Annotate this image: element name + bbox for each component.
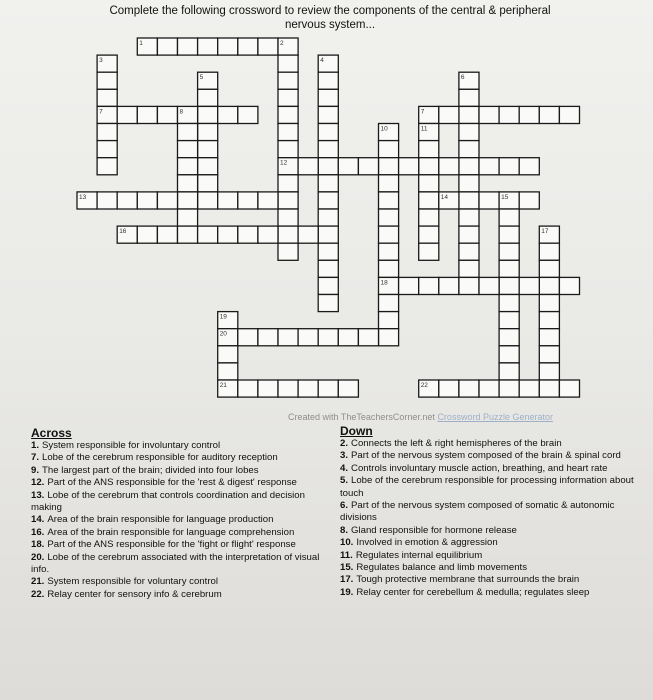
grid-cell[interactable]	[439, 106, 459, 123]
grid-cell[interactable]	[318, 295, 338, 312]
grid-cell[interactable]	[318, 106, 338, 123]
grid-cell[interactable]	[258, 38, 278, 55]
across-clue	[31, 527, 323, 539]
grid-cell[interactable]	[559, 380, 579, 397]
clue-text: Area of the brain responsible for language comprehension	[47, 526, 295, 538]
clue-text: Part of the ANS responsible for the 'fight or flight' response	[47, 539, 296, 551]
clue-number: 19.	[340, 586, 354, 598]
grid-cell[interactable]	[198, 226, 218, 243]
grid-cell[interactable]	[278, 243, 298, 260]
grid-cell[interactable]	[379, 226, 399, 243]
cell-number: 19	[219, 313, 227, 321]
clue-text: Lobe of the cerebrum that controls coordination and decision making	[31, 489, 305, 514]
down-clue	[340, 587, 640, 599]
grid-cell[interactable]	[358, 158, 378, 175]
grid-cell[interactable]	[278, 209, 298, 226]
grid-cell[interactable]	[178, 38, 198, 55]
clue-number: 22.	[31, 588, 45, 600]
grid-cell[interactable]	[278, 89, 298, 106]
cell-number: 17	[541, 228, 549, 236]
grid-cell[interactable]	[379, 295, 399, 312]
cell-number: 7	[99, 108, 103, 116]
across-clue	[31, 539, 323, 551]
clue-number: 12.	[31, 477, 45, 489]
clue-text: Connects the left & right hemispheres of the brain	[351, 438, 562, 449]
grid-cell[interactable]	[218, 192, 238, 209]
grid-cell[interactable]	[419, 226, 439, 243]
grid-cell[interactable]	[218, 226, 238, 243]
cell-number: 15	[501, 193, 509, 201]
grid-cell[interactable]	[157, 106, 177, 123]
grid-cell[interactable]	[157, 38, 177, 55]
grid-cell[interactable]	[419, 141, 439, 158]
grid-cell[interactable]	[539, 295, 559, 312]
clue-text: Gland responsible for hormone release	[351, 524, 517, 536]
grid-cell[interactable]	[318, 124, 338, 141]
grid-cell[interactable]	[379, 158, 399, 175]
grid-cell[interactable]	[198, 89, 218, 106]
clue-number: 20.	[31, 551, 45, 563]
across-clues	[31, 426, 323, 601]
cell-number: 8	[179, 108, 184, 116]
grid-cell[interactable]	[258, 380, 278, 397]
grid-cell[interactable]	[499, 380, 519, 397]
cell-number: 11	[420, 125, 428, 133]
clue-number: 14.	[31, 514, 45, 526]
across-clue	[31, 452, 323, 464]
down-clue	[340, 438, 640, 450]
clue-number: 13.	[31, 489, 45, 501]
grid-cell[interactable]	[499, 260, 519, 277]
grid-cell[interactable]	[539, 312, 559, 329]
grid-cell[interactable]	[298, 158, 318, 175]
grid-cell[interactable]	[198, 124, 218, 141]
grid-cell[interactable]	[318, 329, 338, 346]
credit-line	[288, 412, 553, 422]
cell-number: 7	[420, 108, 425, 116]
grid-cell[interactable]	[97, 158, 117, 175]
cell-number: 10	[380, 125, 388, 133]
clue-text: The largest part of the brain; divided into four lobes	[42, 464, 259, 476]
grid-cell[interactable]	[298, 329, 318, 346]
clue-number: 21.	[31, 576, 45, 588]
grid-cell[interactable]	[338, 158, 358, 175]
grid-cell[interactable]	[379, 312, 399, 329]
grid-cell[interactable]	[459, 106, 479, 123]
across-heading: Across	[31, 426, 72, 440]
down-clue	[340, 450, 640, 462]
grid-cell[interactable]	[539, 243, 559, 260]
clue-number: 10.	[340, 537, 354, 549]
grid-cell[interactable]	[278, 175, 298, 192]
grid-cell[interactable]	[559, 277, 579, 294]
grid-cell[interactable]	[238, 329, 258, 346]
grid-cell[interactable]	[499, 209, 519, 226]
grid-cell[interactable]	[379, 329, 399, 346]
cell-number: 20	[219, 330, 227, 338]
grid-cell[interactable]	[419, 175, 439, 192]
grid-cell[interactable]	[479, 380, 499, 397]
down-clue	[340, 574, 640, 586]
grid-cell[interactable]	[459, 243, 479, 260]
grid-cell[interactable]	[198, 175, 218, 192]
grid-cell[interactable]	[178, 209, 198, 226]
grid-cell[interactable]	[178, 124, 198, 141]
clue-number: 15.	[340, 562, 354, 574]
clue-text: Relay center for sensory info & cerebrum	[47, 588, 222, 600]
clue-number: 5.	[340, 475, 349, 487]
clue-number: 6.	[340, 500, 349, 512]
grid-cell[interactable]	[157, 192, 177, 209]
grid-cell[interactable]	[539, 363, 559, 380]
grid-cell[interactable]	[379, 141, 399, 158]
cell-number: 2	[280, 40, 284, 47]
grid-cell[interactable]	[178, 192, 198, 209]
grid-cell[interactable]	[459, 89, 479, 106]
grid-cell[interactable]	[278, 141, 298, 158]
grid-cell[interactable]	[399, 158, 419, 175]
grid-cell[interactable]	[539, 260, 559, 277]
grid-cell[interactable]	[198, 38, 218, 55]
grid-cell[interactable]	[419, 192, 439, 209]
clue-text: Controls involuntary muscle action, breathing, and heart rate	[351, 462, 608, 474]
grid-cell[interactable]	[479, 192, 499, 209]
cell-number: 1	[139, 40, 143, 47]
grid-cell[interactable]	[419, 243, 439, 260]
grid-cell[interactable]	[318, 209, 338, 226]
down-clue	[340, 562, 640, 574]
grid-cell[interactable]	[519, 158, 539, 175]
grid-cell[interactable]	[459, 141, 479, 158]
grid-cell[interactable]	[519, 380, 539, 397]
grid-cell[interactable]	[419, 277, 439, 294]
grid-cell[interactable]	[238, 38, 258, 55]
grid-cell[interactable]	[479, 158, 499, 175]
clue-text: System responsible for voluntary control	[47, 576, 218, 588]
across-clue	[31, 514, 323, 526]
cell-number: 4	[320, 57, 324, 65]
grid-cell[interactable]	[298, 226, 318, 243]
across-clue-list	[31, 440, 323, 601]
clue-text: Tough protective membrane that surrounds the brain	[356, 574, 580, 586]
grid-cell[interactable]	[539, 329, 559, 346]
grid-cell[interactable]	[439, 380, 459, 397]
grid-cell[interactable]	[178, 158, 198, 175]
grid-cell[interactable]	[218, 363, 238, 380]
grid-cell[interactable]	[459, 277, 479, 294]
grid-cell[interactable]	[238, 226, 258, 243]
grid-cell[interactable]	[459, 260, 479, 277]
grid-cell[interactable]	[218, 346, 238, 363]
grid-cell[interactable]	[318, 175, 338, 192]
clue-text: System responsible for involuntary control	[42, 440, 221, 451]
grid-cell[interactable]	[499, 312, 519, 329]
grid-cell[interactable]	[499, 277, 519, 294]
grid-cell[interactable]	[499, 226, 519, 243]
grid-cell[interactable]	[117, 192, 137, 209]
grid-cell[interactable]	[318, 260, 338, 277]
grid-cell[interactable]	[459, 226, 479, 243]
grid-cell[interactable]	[439, 158, 459, 175]
grid-cell[interactable]	[318, 89, 338, 106]
across-clue	[31, 552, 323, 577]
across-clue	[31, 490, 323, 515]
grid-cell[interactable]	[278, 55, 298, 72]
credit-text: Created with TheTeachersCorner.net	[288, 412, 435, 422]
down-clues	[340, 424, 640, 599]
grid-cell[interactable]	[117, 106, 137, 123]
grid-cell[interactable]	[318, 243, 338, 260]
clue-text: Lobe of the cerebrum associated with the interpretation of visual info.	[31, 551, 320, 576]
cell-number: 16	[119, 228, 127, 236]
grid-cell[interactable]	[278, 72, 298, 89]
grid-cell[interactable]	[459, 380, 479, 397]
cell-number: 6	[460, 74, 465, 82]
grid-cell[interactable]	[459, 158, 479, 175]
down-clue	[340, 525, 640, 537]
grid-cell[interactable]	[379, 243, 399, 260]
grid-cell[interactable]	[318, 141, 338, 158]
grid-cell[interactable]	[499, 363, 519, 380]
grid-cell[interactable]	[258, 226, 278, 243]
clue-text: Regulates internal equilibrium	[355, 549, 483, 561]
grid-cell[interactable]	[137, 192, 157, 209]
title-line-2: nervous system...	[284, 19, 376, 31]
cell-number: 12	[280, 159, 288, 167]
grid-cell[interactable]	[178, 141, 198, 158]
grid-cell[interactable]	[218, 38, 238, 55]
title-line-1: Complete the following crossword to review the components of the central & peripheral	[109, 5, 551, 17]
grid-cell[interactable]	[198, 141, 218, 158]
across-clue	[31, 576, 323, 588]
grid-cell[interactable]	[419, 158, 439, 175]
grid-cell[interactable]	[499, 106, 519, 123]
grid-cell[interactable]	[318, 277, 338, 294]
grid-cell[interactable]	[258, 329, 278, 346]
clue-number: 1.	[31, 440, 40, 451]
clue-number: 7.	[31, 452, 40, 464]
grid-cell[interactable]	[198, 192, 218, 209]
clue-text: Part of the nervous system composed of somatic & autonomic divisions	[340, 500, 615, 524]
grid-cell[interactable]	[519, 106, 539, 123]
grid-cell[interactable]	[97, 192, 117, 209]
grid-cell[interactable]	[479, 277, 499, 294]
clue-number: 8.	[340, 524, 349, 536]
grid-cell[interactable]	[439, 277, 459, 294]
grid-cell[interactable]	[338, 329, 358, 346]
grid-cell[interactable]	[539, 106, 559, 123]
grid-cell[interactable]	[298, 380, 318, 397]
across-clue	[31, 465, 323, 477]
cell-number: 21	[219, 382, 227, 389]
grid-cell[interactable]	[198, 106, 218, 123]
grid-cell[interactable]	[278, 226, 298, 243]
cell-number: 22	[420, 382, 428, 389]
clue-text: Part of the ANS responsible for the 'rest & digest' response	[47, 477, 297, 489]
grid-cell[interactable]	[399, 277, 419, 294]
clue-text: Involved in emotion & aggression	[356, 537, 498, 549]
across-clue	[31, 477, 323, 489]
cell-number: 18	[380, 279, 388, 287]
clue-number: 16.	[31, 526, 45, 538]
grid-cell[interactable]	[519, 277, 539, 294]
clue-text: Lobe of the cerebrum responsible for auditory reception	[42, 452, 278, 464]
cell-number: 13	[79, 193, 87, 201]
clue-number: 17.	[340, 574, 354, 586]
cell-number: 14	[440, 193, 449, 201]
grid-cell[interactable]	[318, 158, 338, 175]
clue-number: 2.	[340, 438, 349, 449]
grid-cell[interactable]	[519, 192, 539, 209]
grid-cell[interactable]	[459, 124, 479, 141]
grid-cell[interactable]	[278, 192, 298, 209]
grid-cell[interactable]	[459, 175, 479, 192]
grid-cell[interactable]	[379, 209, 399, 226]
cell-number: 5	[199, 74, 204, 82]
grid-cell[interactable]	[539, 346, 559, 363]
down-clue	[340, 550, 640, 562]
grid-cell[interactable]	[419, 209, 439, 226]
grid-cell[interactable]	[178, 226, 198, 243]
grid-cell[interactable]	[178, 175, 198, 192]
clue-text: Relay center for cerebellum & medulla; regulates sleep	[356, 586, 590, 598]
grid-cell[interactable]	[539, 380, 559, 397]
grid-cell[interactable]	[278, 124, 298, 141]
grid-cell[interactable]	[379, 260, 399, 277]
clue-number: 18.	[31, 539, 45, 551]
grid-cell[interactable]	[499, 346, 519, 363]
grid-cell[interactable]	[97, 89, 117, 106]
grid-cell[interactable]	[238, 106, 258, 123]
grid-cell[interactable]	[559, 106, 579, 123]
down-clue-list	[340, 438, 640, 599]
grid-cell[interactable]	[97, 124, 117, 141]
grid-cell[interactable]	[459, 192, 479, 209]
down-heading: Down	[340, 424, 373, 438]
clue-number: 4.	[340, 462, 349, 474]
grid-cell[interactable]	[479, 106, 499, 123]
grid-cell[interactable]	[499, 295, 519, 312]
grid-cell[interactable]	[238, 192, 258, 209]
grid-cell[interactable]	[459, 209, 479, 226]
grid-cell[interactable]	[198, 158, 218, 175]
clue-number: 11.	[340, 549, 353, 561]
generator-link[interactable]: Crossword Puzzle Generator	[437, 412, 553, 422]
down-clue	[340, 500, 640, 525]
clue-text: Regulates balance and limb movements	[356, 562, 527, 574]
grid-cell[interactable]	[379, 192, 399, 209]
grid-cell[interactable]	[218, 106, 238, 123]
clue-number: 9.	[31, 464, 40, 476]
grid-cell[interactable]	[318, 380, 338, 397]
grid-cell[interactable]	[379, 175, 399, 192]
grid-cell[interactable]	[318, 192, 338, 209]
down-clue	[340, 475, 640, 500]
grid-cell[interactable]	[338, 380, 358, 397]
clue-text: Lobe of the cerebrum responsible for processing information about touch	[340, 475, 634, 499]
cell-number: 3	[99, 57, 103, 65]
grid-cell[interactable]	[278, 106, 298, 123]
grid-cell[interactable]	[137, 106, 157, 123]
grid-cell[interactable]	[499, 158, 519, 175]
grid-cell[interactable]	[318, 72, 338, 89]
clue-number: 3.	[340, 450, 349, 462]
grid-cell[interactable]	[97, 72, 117, 89]
down-clue	[340, 537, 640, 549]
grid-cell[interactable]	[499, 243, 519, 260]
grid-cell[interactable]	[539, 277, 559, 294]
grid-cell[interactable]	[157, 226, 177, 243]
across-clue	[31, 589, 323, 601]
down-clue	[340, 463, 640, 475]
grid-cell[interactable]	[358, 329, 378, 346]
clue-text: Part of the nervous system composed of the brain & spinal cord	[351, 450, 621, 462]
grid-cell[interactable]	[97, 141, 117, 158]
grid-cell[interactable]	[238, 380, 258, 397]
grid-cell[interactable]	[318, 226, 338, 243]
across-clue	[31, 440, 323, 452]
grid-cell[interactable]	[258, 192, 278, 209]
grid-cell[interactable]	[278, 329, 298, 346]
clue-text: Area of the brain responsible for language production	[47, 514, 274, 526]
grid-cell[interactable]	[499, 329, 519, 346]
grid-cell[interactable]	[137, 226, 157, 243]
grid-cell[interactable]	[278, 380, 298, 397]
